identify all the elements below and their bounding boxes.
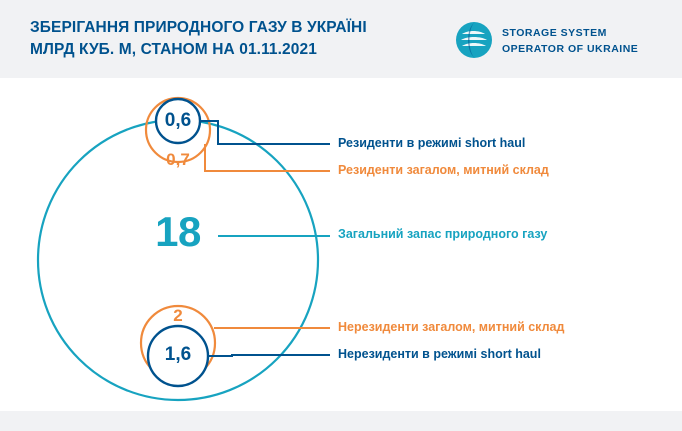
diagram-graphics	[0, 78, 682, 431]
value-residents-total: 0,7	[166, 150, 190, 169]
page-title-line-2: МЛРД КУБ. М, СТАНОМ НА 01.11.2021	[30, 41, 317, 58]
leader-line-nonresidents-short-haul	[207, 355, 330, 356]
logo-text-line-1: STORAGE SYSTEM	[502, 27, 607, 39]
logo-block	[455, 20, 655, 62]
label-nonresidents-short-haul: Нерезиденти в режимі short haul	[338, 347, 541, 361]
label-total: Загальний запас природного газу	[338, 227, 548, 241]
leader-line-residents-total	[205, 144, 330, 171]
label-nonresidents-total: Нерезиденти загалом, митний склад	[338, 320, 565, 334]
logo-text-line-2: OPERATOR OF UKRAINE	[502, 43, 639, 56]
value-nonresidents-short-haul: 1,6	[164, 344, 192, 365]
label-residents-total: Резиденти загалом, митний склад	[338, 163, 549, 177]
globe-swirl-icon	[455, 21, 493, 59]
leader-line-residents-short-haul	[200, 121, 330, 144]
page-title-line-1: ЗБЕРІГАННЯ ПРИРОДНОГО ГАЗУ В УКРАЇНІ	[30, 19, 367, 36]
label-residents-short-haul: Резиденти в режимі short haul	[338, 136, 526, 150]
value-residents-short-haul: 0,6	[164, 110, 192, 131]
logo-text	[502, 25, 638, 58]
footer-band	[0, 411, 682, 431]
value-total: 18	[155, 208, 201, 255]
value-nonresidents-total: 2	[173, 306, 183, 325]
bubble-diagram	[0, 78, 682, 431]
page-title	[30, 17, 450, 61]
